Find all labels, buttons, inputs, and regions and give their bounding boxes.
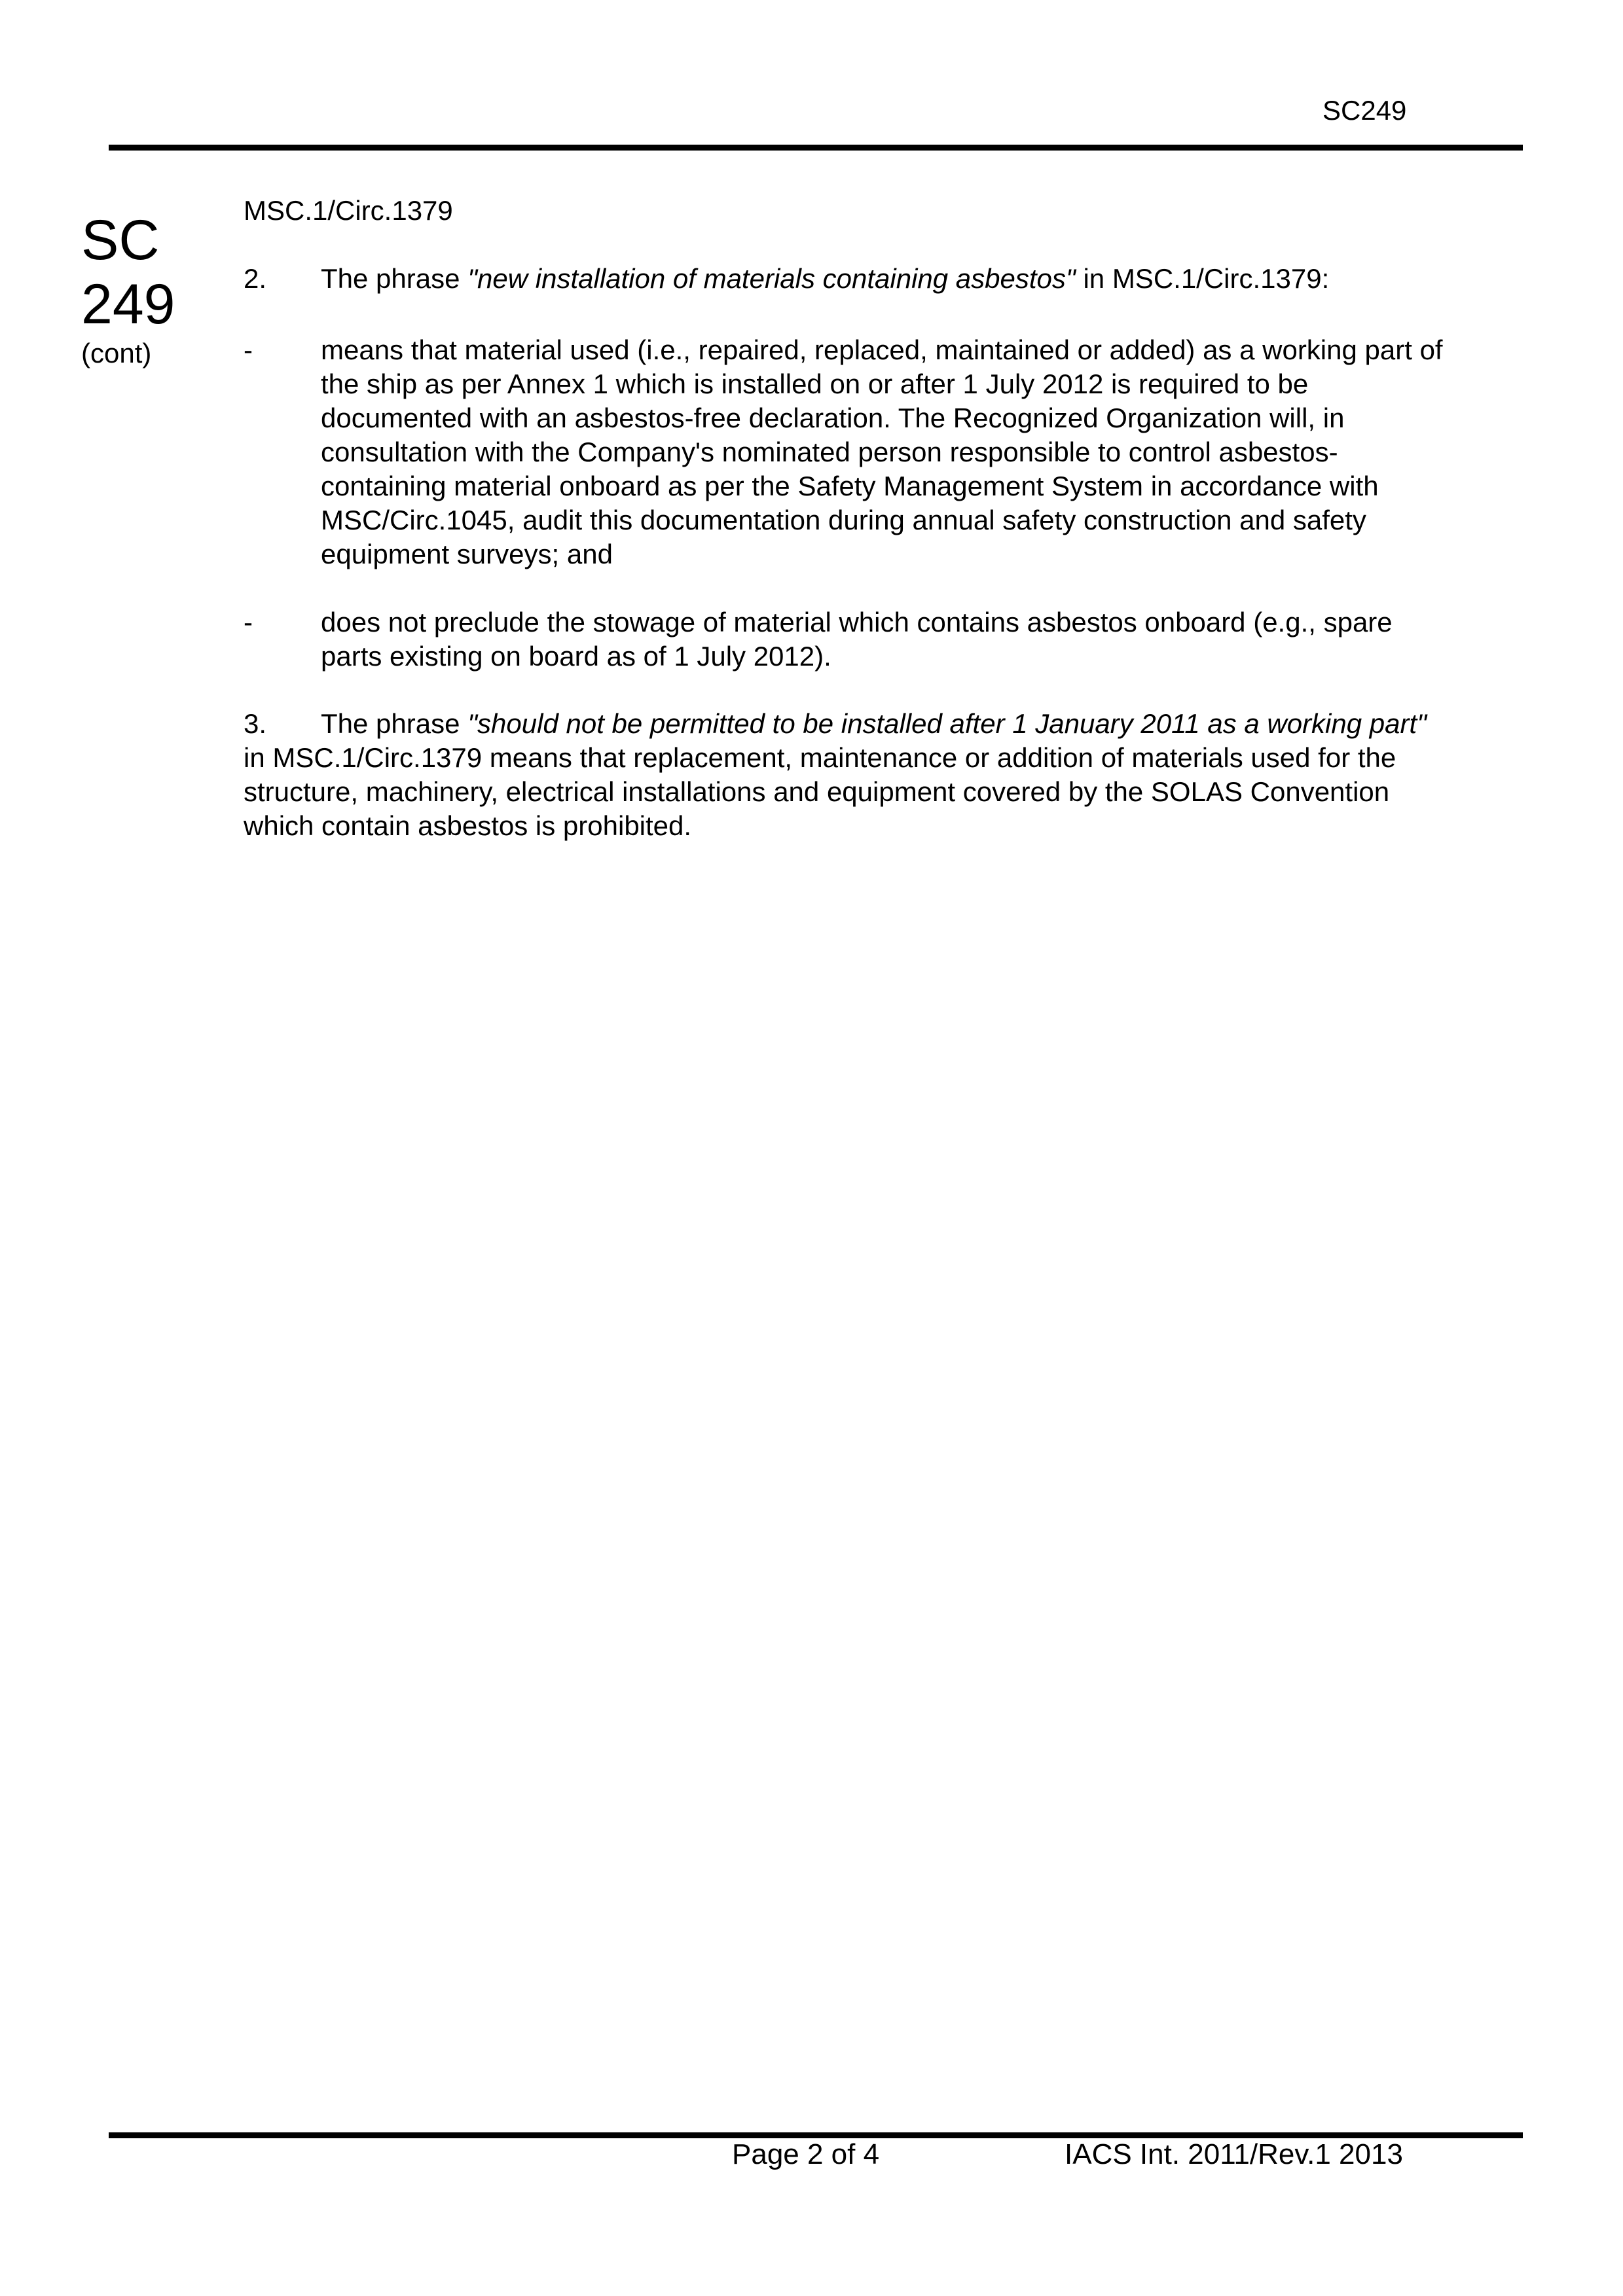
margin-tag-sc: SC (81, 209, 160, 272)
header-document-code: SC249 (1322, 95, 1407, 126)
margin-tag-continued: (cont) (81, 338, 152, 368)
paragraph-2-lead: The phrase (321, 263, 468, 294)
footer-page-number: Page 2 of 4 (732, 2138, 880, 2170)
paragraph-2-number: 2. (244, 263, 267, 294)
bullet-text: does not preclude the stowage of material which contains asbestos onboard (e.g., spare parts existing on board as of 1 July 2012). (321, 607, 1393, 672)
footer-document-reference: IACS Int. 2011/Rev.1 2013 (1065, 2138, 1403, 2170)
header-divider (109, 145, 1523, 151)
paragraph-3-number: 3. (244, 708, 267, 739)
paragraph-2-tail: in MSC.1/Circ.1379: (1075, 263, 1330, 294)
margin-requirement-tag (81, 208, 192, 370)
paragraph-3-quoted-phrase: "should not be permitted to be installed after 1 January 2011 as a working part" (467, 708, 1427, 739)
paragraph-2-quoted-phrase: "new installation of materials containing asbestos" (467, 263, 1076, 294)
paragraph-3-tail: in MSC.1/Circ.1379 means that replacement, maintenance or addition of materials used for the structure, machinery, electrical installations and equipment covered by the SOLAS Convention which contain asbestos is prohibited. (244, 742, 1396, 841)
bullet-text: means that material used (i.e., repaired, replaced, maintained or added) as a working part of the ship as per Annex 1 which is installed on or after 1 July 2012 is required to be documented with an asbestos-free declaration. The Recognized Organization will, in consultation with the Company's nominated person responsible to control asbestos-containing material onboard as per the Safety Management System in accordance with MSC/Circ.1045, audit this documentation during annual safety construction and safety equipment surveys; and (321, 334, 1443, 569)
bullet-item (244, 333, 1455, 571)
paragraph-3 (244, 707, 1455, 843)
paragraph-3-lead: The phrase (321, 708, 468, 739)
bullet-dash: - (244, 607, 253, 637)
paragraph-2 (244, 262, 1455, 296)
bullet-dash: - (244, 334, 253, 365)
reference-line: MSC.1/Circ.1379 (244, 195, 453, 226)
margin-tag-number: 249 (81, 273, 175, 336)
bullet-item (244, 605, 1455, 673)
footer-divider (109, 2132, 1523, 2138)
